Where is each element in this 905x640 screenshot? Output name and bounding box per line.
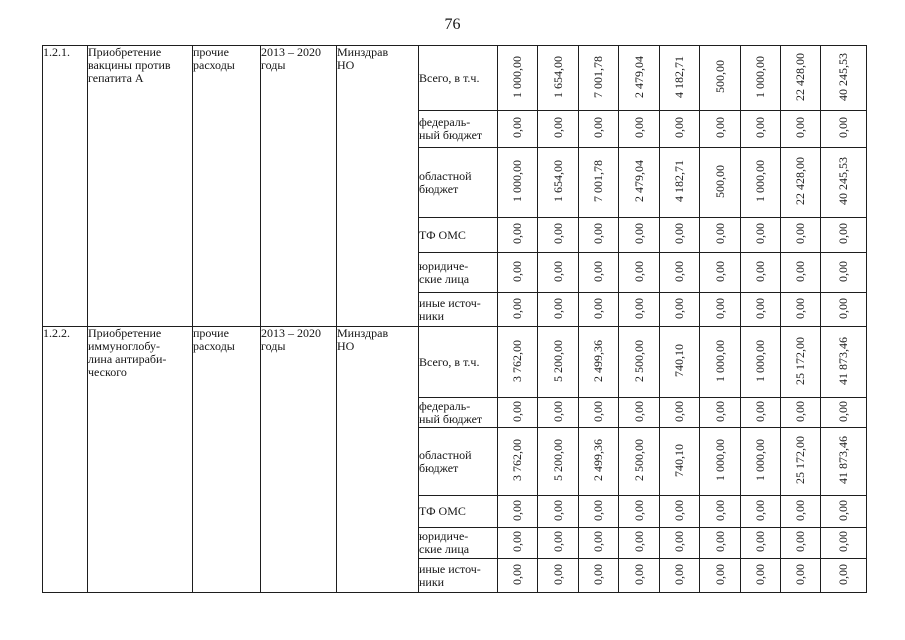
value-cell (538, 253, 579, 293)
value-cell (619, 111, 660, 148)
value-cell (619, 148, 660, 218)
value-text: 0,00 (510, 563, 524, 585)
value-text: 0,00 (672, 223, 686, 244)
funding-source-label: ТФ ОМС (419, 218, 498, 253)
item-number: 1.2.2. (43, 327, 88, 593)
value-cell (821, 559, 867, 593)
value-text: 0,00 (793, 117, 807, 138)
value-cell (660, 428, 700, 496)
value-text: 25 172,00 (793, 436, 807, 484)
value-cell (700, 46, 741, 111)
value-text: 1 000,00 (753, 160, 767, 202)
value-text: 0,00 (712, 531, 727, 552)
value-text: 740,10 (672, 443, 686, 477)
value-cell (498, 528, 538, 559)
value-cell (579, 148, 619, 218)
value-cell (781, 428, 821, 496)
value-cell (579, 253, 619, 293)
expense-type: прочие расходы (193, 327, 261, 593)
value-text: 0,00 (753, 531, 767, 552)
value-text: 0,00 (510, 499, 524, 521)
value-cell (781, 253, 821, 293)
value-text: 0,00 (836, 499, 850, 521)
value-text: 0,00 (753, 260, 767, 282)
expense-type: прочие расходы (193, 46, 261, 327)
value-cell (821, 496, 867, 528)
funding-source-label: областной бюджет (419, 148, 498, 218)
value-text: 2 499,36 (591, 439, 605, 481)
value-cell (741, 293, 781, 327)
value-text: 0,00 (550, 297, 565, 319)
value-cell (700, 428, 741, 496)
period: 2013 – 2020 годы (261, 46, 337, 327)
value-text: 0,00 (836, 563, 850, 585)
value-text: 0,00 (631, 117, 646, 138)
value-cell (781, 111, 821, 148)
value-cell (579, 293, 619, 327)
funding-source-label: федераль- ный бюджет (419, 111, 498, 148)
value-cell (619, 253, 660, 293)
value-text: 0,00 (793, 223, 807, 244)
value-cell (700, 398, 741, 428)
value-cell (781, 398, 821, 428)
value-text: 22 428,00 (793, 52, 807, 101)
value-text: 0,00 (672, 117, 686, 138)
value-text: 0,00 (793, 531, 807, 552)
value-text: 0,00 (631, 260, 646, 282)
value-cell (821, 46, 867, 111)
value-text: 0,00 (753, 563, 767, 585)
value-cell (538, 148, 579, 218)
value-cell (700, 559, 741, 593)
value-text: 3 762,00 (510, 439, 524, 481)
value-cell (619, 559, 660, 593)
value-cell (619, 398, 660, 428)
value-cell (700, 528, 741, 559)
value-cell (579, 46, 619, 111)
value-cell (538, 496, 579, 528)
responsible: Минздрав НО (337, 46, 419, 327)
value-text: 740,10 (672, 344, 686, 377)
value-cell (660, 398, 700, 428)
value-cell (538, 327, 579, 398)
value-text: 5 200,00 (550, 339, 565, 382)
value-cell (498, 559, 538, 593)
value-text: 4 182,71 (672, 55, 686, 98)
item-number: 1.2.1. (43, 46, 88, 327)
value-text: 1 000,00 (712, 439, 727, 481)
value-text: 0,00 (591, 499, 605, 521)
value-text: 0,00 (631, 400, 646, 422)
value-cell (619, 528, 660, 559)
value-cell (741, 559, 781, 593)
value-cell (821, 528, 867, 559)
funding-source-label: Всего, в т.ч. (419, 327, 498, 398)
value-text: 0,00 (672, 499, 686, 521)
value-text: 0,00 (631, 563, 646, 585)
value-text: 7 001,78 (591, 55, 605, 98)
value-text: 0,00 (836, 260, 850, 282)
value-text: 1 000,00 (712, 339, 727, 382)
value-text: 0,00 (550, 260, 565, 282)
value-text: 1 000,00 (510, 55, 524, 98)
funding-source-label: иные источ- ники (419, 559, 498, 593)
value-text: 0,00 (672, 531, 686, 552)
item-name: Приобретение иммуноглобу- лина антираби- ческого (88, 327, 193, 593)
value-cell (660, 218, 700, 253)
value-text: 2 479,04 (631, 55, 646, 98)
value-cell (700, 148, 741, 218)
value-text: 0,00 (631, 297, 646, 319)
funding-source-label: юридиче- ские лица (419, 528, 498, 559)
value-cell (781, 148, 821, 218)
value-cell (498, 111, 538, 148)
value-cell (741, 111, 781, 148)
value-cell (498, 218, 538, 253)
value-cell (579, 559, 619, 593)
table-row (43, 46, 867, 111)
value-cell (741, 218, 781, 253)
value-cell (700, 327, 741, 398)
value-text: 0,00 (753, 117, 767, 138)
value-cell (821, 293, 867, 327)
value-cell (821, 398, 867, 428)
funding-source-label: областной бюджет (419, 428, 498, 496)
value-cell (660, 111, 700, 148)
value-text: 0,00 (591, 400, 605, 422)
value-text: 1 000,00 (753, 339, 767, 382)
value-cell (821, 428, 867, 496)
value-text: 0,00 (712, 563, 727, 585)
value-text: 0,00 (672, 297, 686, 319)
value-cell (538, 293, 579, 327)
value-text: 0,00 (836, 297, 850, 319)
value-cell (821, 253, 867, 293)
value-text: 1 000,00 (753, 55, 767, 98)
value-text: 0,00 (836, 223, 850, 244)
value-cell (741, 46, 781, 111)
value-cell (538, 46, 579, 111)
value-cell (498, 148, 538, 218)
value-cell (619, 496, 660, 528)
value-text: 0,00 (712, 297, 727, 319)
page-number: 76 (444, 16, 461, 33)
value-text: 0,00 (550, 400, 565, 422)
value-cell (741, 496, 781, 528)
value-text: 0,00 (510, 531, 524, 552)
value-cell (538, 398, 579, 428)
value-cell (660, 46, 700, 111)
funding-source-label: федераль- ный бюджет (419, 398, 498, 428)
value-text: 0,00 (672, 563, 686, 585)
value-text: 0,00 (631, 531, 646, 552)
value-cell (538, 218, 579, 253)
value-cell (700, 253, 741, 293)
value-cell (538, 559, 579, 593)
value-text: 3 762,00 (510, 339, 524, 382)
value-cell (741, 398, 781, 428)
value-text: 0,00 (591, 531, 605, 552)
value-text: 22 428,00 (793, 157, 807, 205)
value-text: 0,00 (672, 260, 686, 282)
value-cell (781, 218, 821, 253)
value-cell (781, 496, 821, 528)
value-cell (498, 253, 538, 293)
value-text: 0,00 (550, 223, 565, 244)
value-text: 0,00 (793, 297, 807, 319)
value-cell (821, 218, 867, 253)
value-text: 0,00 (793, 563, 807, 585)
value-text: 2 499,36 (591, 339, 605, 382)
value-text: 0,00 (510, 117, 524, 138)
value-cell (660, 327, 700, 398)
value-cell (781, 327, 821, 398)
value-cell (821, 111, 867, 148)
value-cell (781, 559, 821, 593)
value-text: 0,00 (591, 223, 605, 244)
period: 2013 – 2020 годы (261, 327, 337, 593)
value-text: 41 873,46 (836, 436, 850, 484)
value-cell (498, 496, 538, 528)
funding-source-label: иные источ- ники (419, 293, 498, 327)
value-text: 0,00 (550, 499, 565, 521)
value-text: 0,00 (836, 531, 850, 552)
value-text: 0,00 (793, 400, 807, 422)
value-text: 0,00 (753, 223, 767, 244)
value-cell (579, 327, 619, 398)
value-cell (579, 528, 619, 559)
value-cell (781, 46, 821, 111)
value-text: 25 172,00 (793, 336, 807, 385)
value-text: 0,00 (591, 260, 605, 282)
funding-source-label: Всего, в т.ч. (419, 46, 498, 111)
value-cell (660, 293, 700, 327)
value-cell (498, 398, 538, 428)
value-cell (821, 327, 867, 398)
value-cell (660, 253, 700, 293)
value-text: 0,00 (550, 531, 565, 552)
value-text: 500,00 (712, 60, 727, 93)
value-cell (498, 293, 538, 327)
value-text: 5 200,00 (550, 439, 565, 481)
value-text: 0,00 (510, 260, 524, 282)
value-text: 500,00 (712, 164, 727, 198)
value-cell (579, 496, 619, 528)
value-text: 0,00 (836, 117, 850, 138)
value-cell (741, 253, 781, 293)
value-text: 0,00 (591, 297, 605, 319)
value-cell (498, 46, 538, 111)
value-cell (660, 559, 700, 593)
value-cell (619, 46, 660, 111)
value-cell (821, 148, 867, 218)
value-text: 7 001,78 (591, 160, 605, 202)
value-cell (579, 111, 619, 148)
value-cell (781, 293, 821, 327)
value-cell (619, 293, 660, 327)
value-cell (700, 293, 741, 327)
value-text: 0,00 (753, 400, 767, 422)
value-cell (741, 327, 781, 398)
funding-source-label: юридиче- ские лица (419, 253, 498, 293)
value-cell (781, 528, 821, 559)
value-text: 0,00 (712, 499, 727, 521)
value-cell (700, 496, 741, 528)
value-cell (538, 111, 579, 148)
value-text: 0,00 (672, 400, 686, 422)
responsible: Минздрав НО (337, 327, 419, 593)
value-text: 40 245,53 (836, 157, 850, 205)
value-text: 4 182,71 (672, 160, 686, 202)
value-text: 0,00 (836, 400, 850, 422)
value-cell (660, 528, 700, 559)
value-text: 0,00 (510, 400, 524, 422)
value-cell (700, 218, 741, 253)
value-cell (498, 428, 538, 496)
value-cell (579, 398, 619, 428)
value-text: 0,00 (591, 563, 605, 585)
table-row (43, 327, 867, 398)
value-cell (700, 111, 741, 148)
value-text: 1 654,00 (550, 160, 565, 202)
value-text: 41 873,46 (836, 336, 850, 385)
value-text: 1 000,00 (510, 160, 524, 202)
value-text: 2 500,00 (631, 439, 646, 481)
value-text: 2 479,04 (631, 160, 646, 202)
funding-table (42, 45, 867, 593)
value-text: 0,00 (550, 117, 565, 138)
value-cell (579, 428, 619, 496)
value-text: 2 500,00 (631, 339, 646, 382)
value-text: 0,00 (712, 400, 727, 422)
value-text: 0,00 (712, 223, 727, 244)
value-cell (498, 327, 538, 398)
value-cell (660, 148, 700, 218)
value-text: 0,00 (712, 260, 727, 282)
value-text: 0,00 (631, 499, 646, 521)
value-text: 0,00 (510, 297, 524, 319)
value-cell (538, 428, 579, 496)
value-text: 0,00 (550, 563, 565, 585)
value-text: 0,00 (753, 297, 767, 319)
value-cell (579, 218, 619, 253)
value-text: 0,00 (631, 223, 646, 244)
funding-source-label: ТФ ОМС (419, 496, 498, 528)
value-text: 0,00 (793, 260, 807, 282)
value-text: 40 245,53 (836, 52, 850, 101)
value-cell (741, 148, 781, 218)
value-text: 1 000,00 (753, 439, 767, 481)
value-text: 0,00 (753, 499, 767, 521)
value-text: 0,00 (793, 499, 807, 521)
value-cell (619, 327, 660, 398)
value-cell (538, 528, 579, 559)
value-cell (619, 218, 660, 253)
item-name: Приобретение вакцины против гепатита А (88, 46, 193, 327)
value-text: 1 654,00 (550, 55, 565, 98)
value-cell (660, 496, 700, 528)
value-cell (619, 428, 660, 496)
value-cell (741, 428, 781, 496)
value-text: 0,00 (712, 117, 727, 138)
value-cell (741, 528, 781, 559)
value-text: 0,00 (591, 117, 605, 138)
value-text: 0,00 (510, 223, 524, 244)
